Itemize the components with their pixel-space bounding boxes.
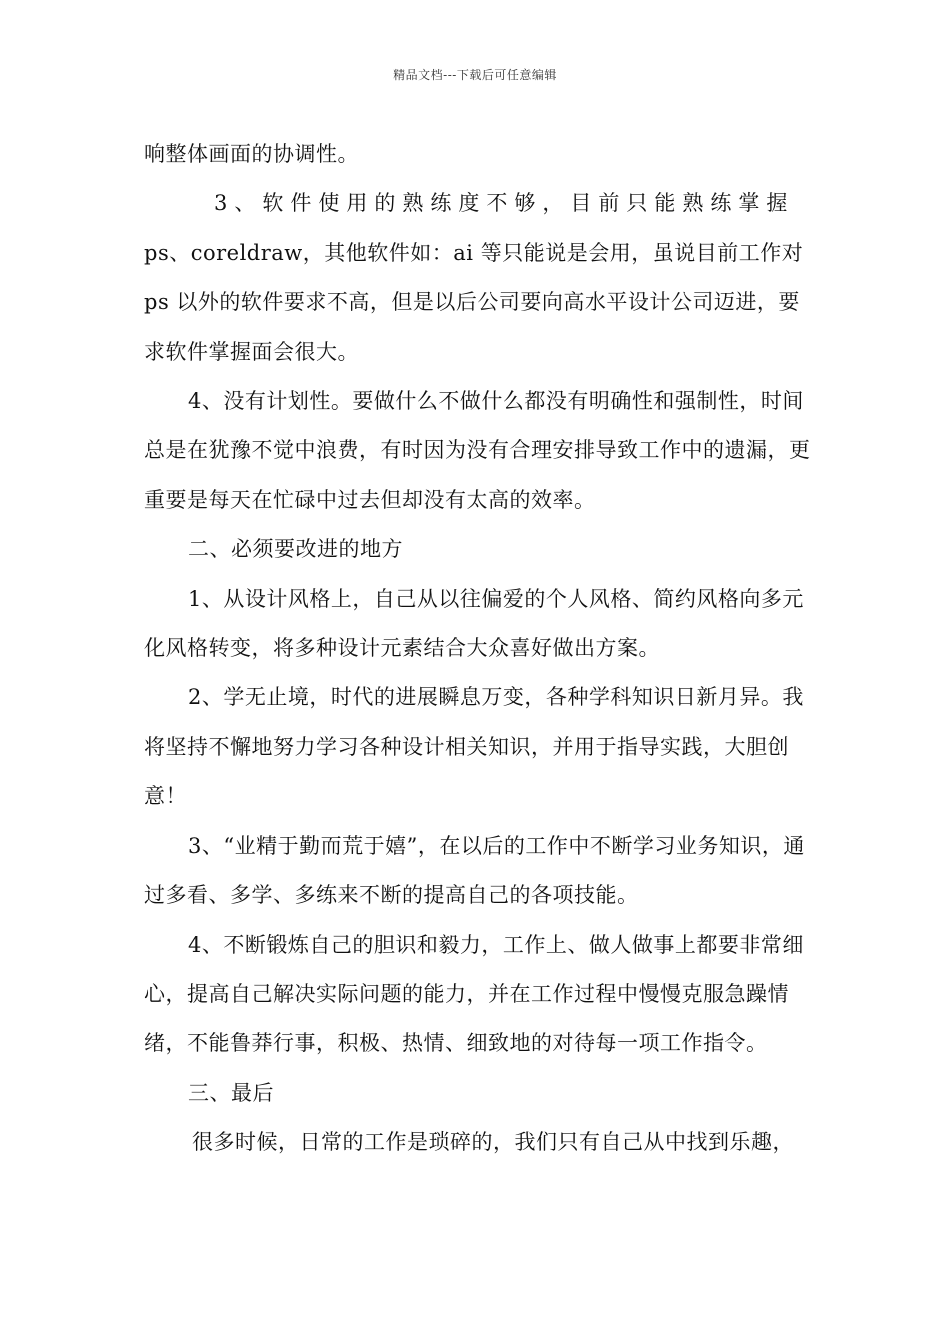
paragraph-item-3-body: ps、coreldraw，其他软件如：ai 等只能说是会用，虽说目前工作对 ps 以外的软件要求不高，但是以后公司要向高水平设计公司迈进，要求软件掌握面会很大。 xyxy=(144,240,804,364)
paragraph-improvement-4: 4、不断锻炼自己的胆识和毅力，工作上、做人做事上都要非常细心，提高自己解决实际问题的能力，并在工作过程中慢慢克服急躁情绪，不能鲁莽行事，积极、热情、细致地的对待每一项工作指令。 xyxy=(144,932,804,1056)
paragraph-improvement-1: 1、从设计风格上，自己从以往偏爱的个人风格、简约风格向多元化风格转变，将多种设计元素结合大众喜好做出方案。 xyxy=(144,586,804,661)
page-header: 精品文档---下载后可任意编辑 xyxy=(393,68,557,82)
paragraph-final: 很多时候，日常的工作是琐碎的，我们只有自己从中找到乐趣， xyxy=(192,1130,794,1155)
section-heading-improvements: 二、必须要改进的地方 xyxy=(188,537,403,562)
paragraph-item-3-heading: 3、软件使用的熟练度不够，目前只能熟练掌握 xyxy=(214,191,795,216)
paragraph-improvement-3: 3、“业精于勤而荒于嬉”，在以后的工作中不断学习业务知识，通过多看、多学、多练来不断的提高自己的各项技能。 xyxy=(144,833,805,908)
paragraph-item-4: 4、没有计划性。要做什么不做什么都没有明确性和强制性，时间总是在犹豫不觉中浪费，有时因为没有合理安排导致工作中的遗漏，更重要是每天在忙碌中过去但却没有太高的效率。 xyxy=(144,389,811,512)
section-heading-final: 三、最后 xyxy=(188,1080,274,1105)
document-body xyxy=(144,130,812,1168)
paragraph-improvement-2: 2、学无止境，时代的进展瞬息万变，各种学科知识日新月异。我将坚持不懈地努力学习各种设计相关知识，并用于指导实践，大胆创意！ xyxy=(144,685,804,809)
paragraph-continuation: 响整体画面的协调性。 xyxy=(144,142,359,166)
